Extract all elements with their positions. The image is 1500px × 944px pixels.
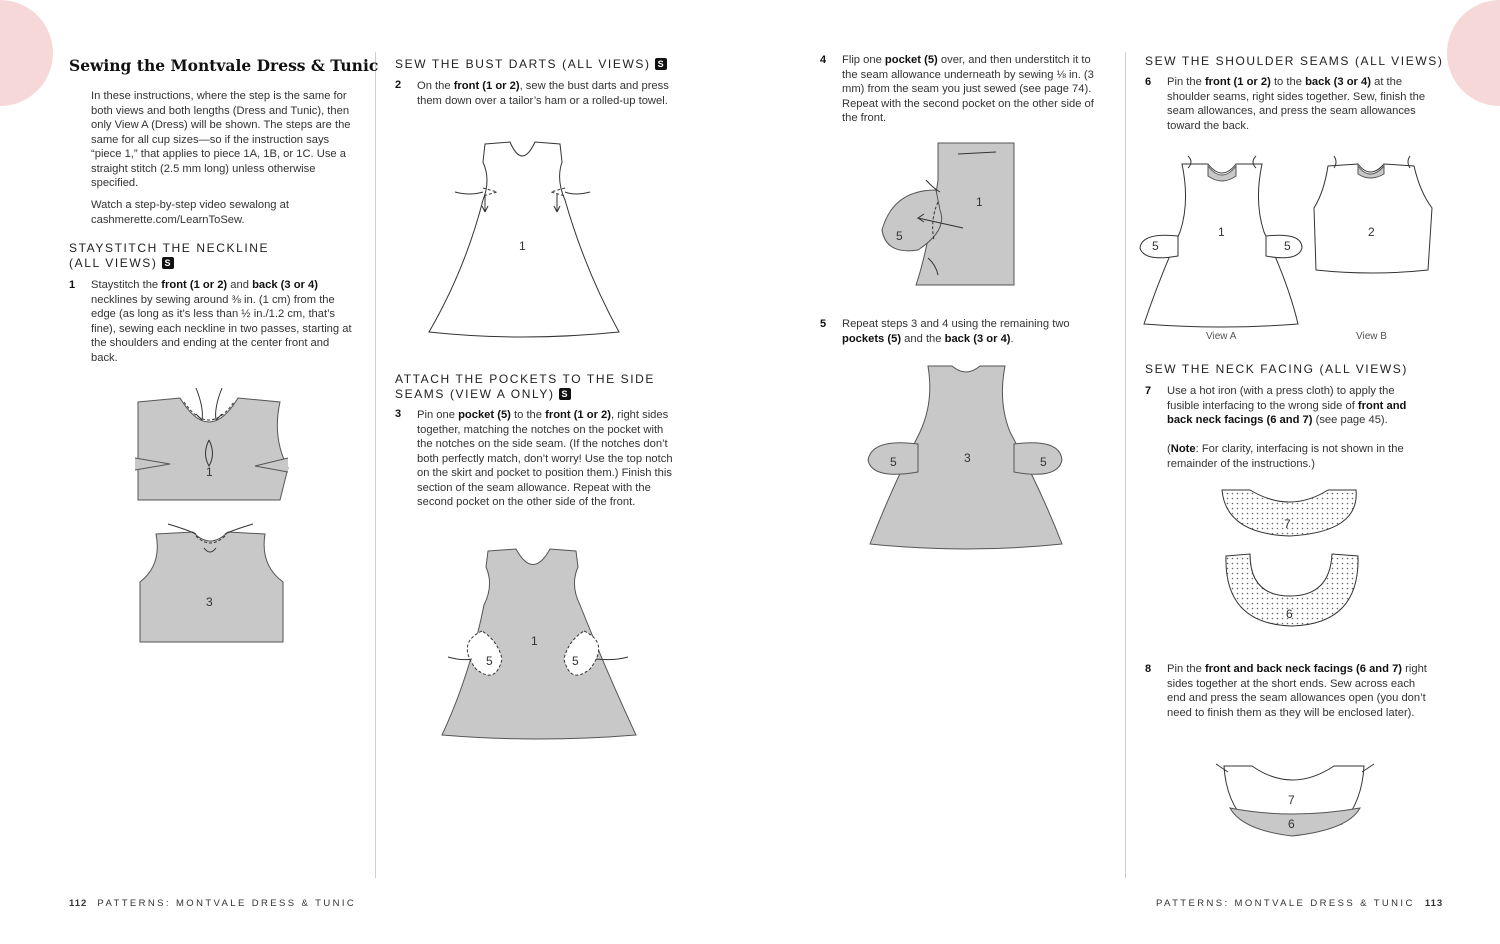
step-number: 8 — [1145, 663, 1152, 675]
pockets-pinned-figure — [438, 545, 638, 745]
staystitch-heading — [69, 241, 269, 270]
view-a-caption: View A — [1206, 331, 1237, 342]
piece-number-label: 2 — [1368, 225, 1375, 239]
step-3-text: Pin one pocket (5) to the front (1 or 2), right sides together, matching the notches on the pocket with the notches on the side seam. (If the notches don’t both perfectly match, don’t worry! Use the top notch on the skirt and pocket to position them.) Finish this section of the seam allowance. Repeat with the second pocket on the other side of the front. — [417, 409, 673, 508]
page-number: 112 — [69, 898, 88, 909]
serger-badge-icon: S — [559, 388, 571, 400]
piece-number-label: 5 — [896, 229, 903, 243]
heading-text: (ALL VIEWS) — [69, 255, 158, 270]
piece-number-label: 5 — [486, 654, 493, 668]
heading-text: SEW THE BUST DARTS (ALL VIEWS) — [395, 57, 651, 71]
running-footer-text: PATTERNS: MONTVALE DRESS & TUNIC — [97, 898, 357, 909]
heading-text: SEAMS (VIEW A ONLY) — [395, 386, 555, 401]
piece-number-label: 5 — [572, 654, 579, 668]
footer-left — [69, 898, 356, 909]
piece-number-label: 6 — [1286, 607, 1293, 621]
bust-darts-figure — [425, 140, 620, 340]
piece-number-label: 1 — [206, 465, 213, 479]
serger-badge-icon: S — [655, 58, 667, 70]
shoulder-seams-heading: SEW THE SHOULDER SEAMS (ALL VIEWS) — [1145, 54, 1444, 68]
back-bodice-staystitch-figure — [138, 520, 286, 645]
step-number: 5 — [820, 318, 827, 330]
neck-facing-heading: SEW THE NECK FACING (ALL VIEWS) — [1145, 362, 1408, 376]
piece-number-label: 5 — [890, 455, 897, 469]
column-divider — [375, 52, 376, 878]
step-1-text: Staystitch the front (1 or 2) and back (3 or 4) necklines by sewing around ⅜ in. (1 cm) from the edge (as long as it’s less than ½ in./1.2 cm, that’s fine), sewing each neckline in two passes, starting at the shoulders and ending at the center front and back. — [91, 279, 352, 364]
joined-facings-figure — [1212, 758, 1380, 838]
piece-number-label: 5 — [1152, 239, 1159, 253]
intro-paragraph: In these instructions, where the step is the same for both views and both lengths (Dress and Tunic), then only View A (Dress) will be shown. The steps are the same for all cup sizes—so if the instruction says “piece 1,” that applies to piece 1A, 1B, or 1C. Use a straight stitch (2.5 mm long) unless otherwise specified. — [91, 90, 351, 189]
piece-number-label: 5 — [1040, 455, 1047, 469]
step-number: 1 — [69, 279, 76, 291]
heading-text: ATTACH THE POCKETS TO THE SIDE — [395, 372, 656, 386]
serger-badge-icon: S — [162, 257, 174, 269]
step-8-text: Pin the front and back neck facings (6 and 7) right sides together at the short ends. Sew across each end and press the seam allowances open (you don’t need to finish them as they will be enclosed later). — [1167, 663, 1427, 719]
step-5-text: Repeat steps 3 and 4 using the remaining two pockets (5) and the back (3 or 4). — [842, 318, 1070, 345]
piece-number-label: 1 — [531, 634, 538, 648]
page-title: Sewing the Montvale Dress & Tunic — [69, 56, 379, 75]
neck-facings-figure — [1220, 486, 1362, 631]
piece-number-label: 3 — [206, 595, 213, 609]
interfacing-note: (Note: For clarity, interfacing is not shown in the remainder of the instructions.) — [1167, 443, 1404, 470]
view-b-caption: View B — [1356, 331, 1387, 342]
front-bodice-staystitch-figure — [130, 380, 295, 505]
step-number: 4 — [820, 54, 827, 66]
decorative-corner-circle-left — [0, 0, 53, 106]
decorative-corner-circle-right — [1447, 0, 1500, 106]
page-number: 113 — [1424, 898, 1444, 909]
step-number: 3 — [395, 408, 402, 420]
piece-number-label: 3 — [964, 451, 971, 465]
step-4-text: Flip one pocket (5) over, and then understitch it to the seam allowance underneath by sewing ⅛ in. (3 mm) from the seam you just sewed (see page 74). Repeat with the second pocket on the other side of the front. — [842, 54, 1094, 124]
step-2-text: On the front (1 or 2), sew the bust darts and press them down over a tailor’s ham or a rolled-up towel. — [417, 80, 669, 107]
step-number: 2 — [395, 79, 402, 91]
piece-number-label: 7 — [1288, 793, 1295, 807]
step-7-text: Use a hot iron (with a press cloth) to apply the fusible interfacing to the wrong side of front and back neck facings (6 and 7) (see page 45). — [1167, 385, 1407, 426]
step-number: 6 — [1145, 76, 1152, 88]
bust-darts-heading — [395, 57, 667, 72]
step-number: 7 — [1145, 385, 1152, 397]
step-6-text: Pin the front (1 or 2) to the back (3 or 4) at the shoulder seams, right sides together. Sew, finish the seam allowances, and press the seam allowances toward the back. — [1167, 76, 1426, 132]
back-pockets-figure — [862, 362, 1067, 552]
piece-number-label: 1 — [1218, 225, 1225, 239]
piece-number-label: 5 — [1284, 239, 1291, 253]
piece-number-label: 1 — [519, 239, 526, 253]
pockets-heading — [395, 372, 655, 401]
footer-right — [1156, 898, 1443, 909]
understitch-pocket-figure — [878, 140, 1023, 290]
video-note: Watch a step-by-step video sewalong at cashmerette.com/LearnToSew. — [91, 199, 289, 226]
shoulder-seams-figure — [1138, 152, 1438, 327]
heading-text: STAYSTITCH THE NECKLINE — [69, 241, 270, 255]
piece-number-label: 7 — [1284, 517, 1291, 531]
column-divider — [1125, 52, 1126, 878]
piece-number-label: 1 — [976, 195, 983, 209]
running-footer-text: PATTERNS: MONTVALE DRESS & TUNIC — [1156, 898, 1415, 909]
piece-number-label: 6 — [1288, 817, 1295, 831]
